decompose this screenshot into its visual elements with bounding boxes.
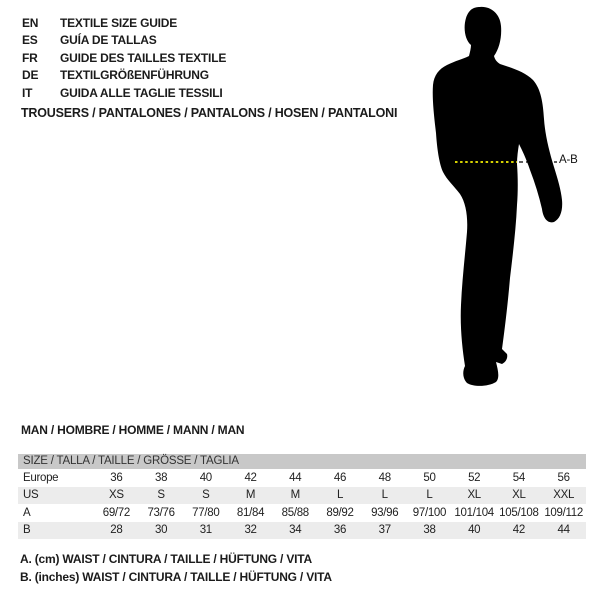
size-table-row: [18, 469, 586, 487]
row-label: US: [23, 489, 39, 502]
language-row: [22, 49, 226, 67]
footnote: A. (cm) WAIST / CINTURA / TAILLE / HÜFTUNG / VITA: [20, 552, 312, 566]
size-cell: 56: [557, 471, 570, 484]
size-cell: 48: [378, 471, 391, 484]
language-row: [22, 84, 226, 102]
measure-label: A-B: [559, 154, 578, 166]
size-table-row: [18, 504, 586, 522]
size-cell: XS: [108, 489, 124, 502]
size-cell: XL: [512, 489, 526, 502]
size-cell: 52: [468, 471, 481, 484]
size-table-row: [18, 522, 586, 540]
man-silhouette-shape: [433, 7, 562, 386]
size-cell: 30: [154, 524, 168, 537]
size-cell: XL: [467, 489, 481, 502]
size-cell: 77/80: [192, 506, 220, 519]
language-code: EN: [22, 15, 39, 30]
size-table: [18, 454, 586, 539]
language-label: TEXTILGRÖßENFÜHRUNG: [60, 68, 209, 83]
gender-section-title: MAN / HOMBRE / HOMME / MANN / MAN: [21, 423, 245, 437]
language-code: DE: [22, 68, 39, 83]
size-cell: S: [202, 489, 210, 502]
size-table-row: [18, 487, 586, 505]
size-table-body: [18, 469, 586, 539]
size-cell: S: [157, 489, 165, 502]
row-label: A: [23, 506, 31, 519]
size-cell: 105/108: [499, 506, 539, 519]
language-label: GUIDE DES TAILLES TEXTILE: [60, 50, 227, 65]
size-cell: 28: [110, 524, 123, 537]
row-label: Europe: [23, 471, 59, 484]
language-code: IT: [22, 85, 33, 100]
size-cell: 36: [110, 471, 123, 484]
size-cell: M: [290, 489, 300, 502]
size-cell: 40: [199, 471, 212, 484]
size-cell: 50: [423, 471, 436, 484]
language-row: [22, 32, 226, 50]
size-cell: 36: [333, 524, 347, 537]
language-label: GUÍA DE TALLAS: [60, 33, 157, 48]
language-list: [22, 14, 226, 102]
size-cell: 73/76: [147, 506, 175, 519]
size-cell: 109/112: [544, 506, 583, 519]
language-label: TEXTILE SIZE GUIDE: [60, 15, 178, 30]
language-code: FR: [22, 50, 38, 65]
size-cell: L: [381, 489, 388, 502]
product-category-title: TROUSERS / PANTALONES / PANTALONS / HOSEN / PANTALONI: [21, 106, 398, 120]
size-table-header: SIZE / TALLA / TAILLE / GRÖSSE / TAGLIA: [18, 454, 586, 469]
footnotes: [20, 550, 332, 586]
size-cell: L: [336, 489, 344, 502]
language-code: ES: [22, 33, 38, 48]
size-cell: L: [426, 489, 433, 502]
size-cell: 40: [468, 524, 481, 537]
size-cell: 42: [512, 524, 525, 537]
size-cell: 32: [244, 524, 257, 537]
size-cell: 37: [378, 524, 391, 537]
row-label: B: [23, 524, 31, 537]
size-cell: 97/100: [412, 506, 447, 519]
man-silhouette: [410, 0, 600, 400]
size-cell: 46: [333, 471, 347, 484]
size-cell: 31: [199, 524, 212, 537]
size-cell: 34: [289, 524, 302, 537]
size-cell: 44: [289, 471, 302, 484]
size-cell: 89/92: [326, 506, 354, 519]
footnote: B. (inches) WAIST / CINTURA / TAILLE / HÜFTUNG / VITA: [20, 570, 332, 584]
size-cell: 38: [154, 471, 168, 484]
size-cell: 69/72: [102, 506, 130, 519]
language-label: GUIDA ALLE TAGLIE TESSILI: [60, 85, 223, 100]
size-cell: XXL: [553, 489, 575, 502]
size-cell: 81/84: [236, 506, 265, 519]
size-cell: 85/88: [281, 506, 309, 519]
language-row: [22, 67, 226, 85]
figure-area: [410, 0, 600, 400]
size-cell: 38: [423, 524, 436, 537]
size-cell: 93/96: [371, 506, 399, 519]
size-cell: M: [245, 489, 256, 502]
size-cell: 42: [244, 471, 257, 484]
size-cell: 54: [512, 471, 525, 484]
language-row: [22, 14, 226, 32]
size-cell: 101/104: [454, 506, 494, 519]
size-cell: 44: [557, 524, 570, 537]
